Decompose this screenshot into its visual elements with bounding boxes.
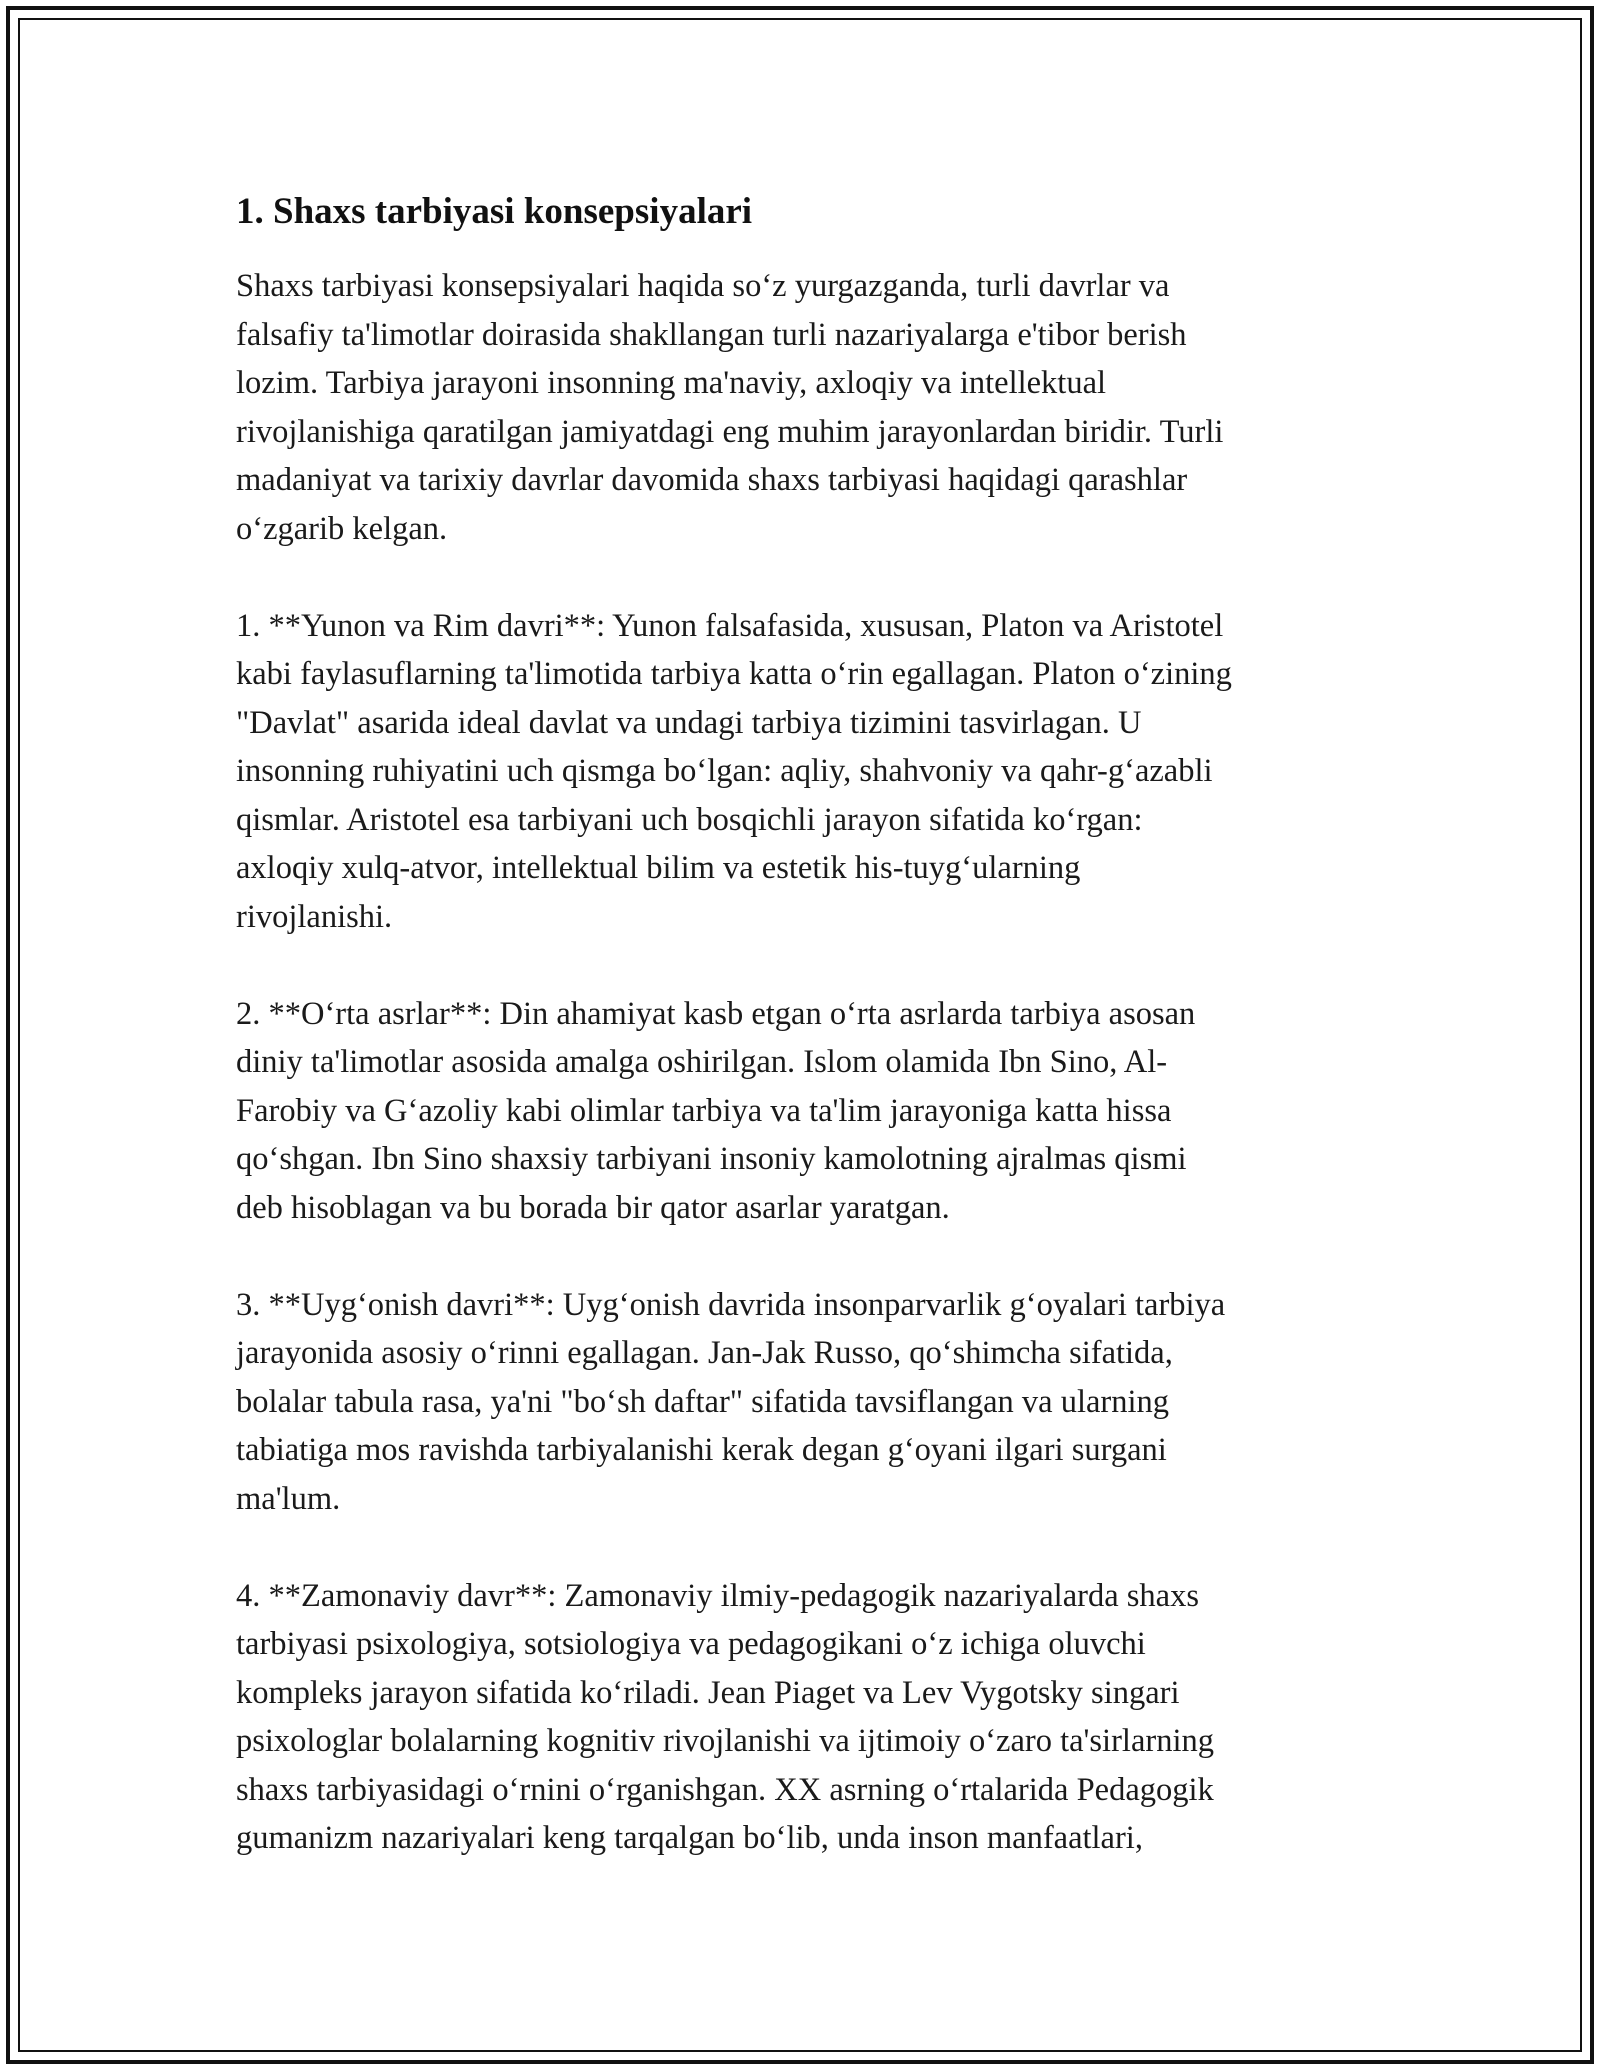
- intro-paragraph: [236, 262, 1376, 553]
- paragraph-line: lozim. Tarbiya jarayoni insonning ma'naviy, axloqiy va intellektual: [236, 365, 1107, 401]
- paragraph-line: ma'lum.: [236, 1480, 341, 1517]
- paragraph-line: psixologlar bolalarning kognitiv rivojlanishi va ijtimoiy o‘zaro ta'sirlarning: [236, 1723, 1214, 1759]
- paragraph-line: shaxs tarbiyasidagi o‘rnini o‘rganishgan. XX asrning o‘rtalarida Pedagogik: [236, 1771, 1214, 1808]
- paragraph-line: insonning ruhiyatini uch qismga bo‘lgan: aqliy, shahvoniy va qahr-g‘azabli: [236, 753, 1213, 789]
- paragraph-line: rivojlanishi.: [236, 898, 393, 935]
- paragraph-line: o‘zgarib kelgan.: [236, 510, 448, 547]
- paragraph-line: "Davlat" asarida ideal davlat va undagi tarbiya tizimini tasvirlagan. U: [236, 704, 1142, 741]
- paragraph-line: qo‘shgan. Ibn Sino shaxsiy tarbiyani insoniy kamolotning ajralmas qismi: [236, 1141, 1187, 1177]
- section-greek-roman: [236, 602, 1376, 942]
- section-modern: [236, 1572, 1376, 1863]
- paragraph-line: tarbiyasi psixologiya, sotsiologiya va pedagogikani o‘z ichiga oluvchi: [236, 1626, 1146, 1662]
- paragraph-line: tabiatiga mos ravishda tarbiyalanishi kerak degan g‘oyani ilgari surgani: [236, 1432, 1167, 1468]
- paragraph-line: 4. **Zamonaviy davr**: Zamonaviy ilmiy-pedagogik nazariyalarda shaxs: [236, 1577, 1199, 1614]
- document-body: [236, 188, 1376, 1911]
- paragraph-line: qismlar. Aristotel esa tarbiyani uch bosqichli jarayon sifatida ko‘rgan:: [236, 801, 1143, 838]
- section-renaissance: [236, 1281, 1376, 1524]
- paragraph-line: jarayonida asosiy o‘rinni egallagan. Jan-Jak Russo, qo‘shimcha sifatida,: [236, 1335, 1173, 1371]
- paragraph-line: axloqiy xulq-atvor, intellektual bilim va estetik his-tuyg‘ularning: [236, 850, 1081, 886]
- document-title: 1. Shaxs tarbiyasi konsepsiyalari: [236, 191, 753, 232]
- paragraph-line: Shaxs tarbiyasi konsepsiyalari haqida so‘z yurgazganda, turli davrlar va: [236, 268, 1170, 304]
- paragraph-line: bolalar tabula rasa, ya'ni "bo‘sh daftar" sifatida tavsiflangan va ularning: [236, 1383, 1170, 1420]
- paragraph-line: deb hisoblagan va bu borada bir qator asarlar yaratgan.: [236, 1189, 950, 1226]
- paragraph-line: 1. **Yunon va Rim davri**: Yunon falsafasida, xususan, Platon va Aristotel: [236, 607, 1224, 644]
- paragraph-line: 3. **Uyg‘onish davri**: Uyg‘onish davrida insonparvarlik g‘oyalari tarbiya: [236, 1286, 1226, 1323]
- paragraph-line: Farobiy va G‘azoliy kabi olimlar tarbiya va ta'lim jarayoniga katta hissa: [236, 1092, 1172, 1129]
- paragraph-line: madaniyat va tarixiy davrlar davomida shaxs tarbiyasi haqidagi qarashlar: [236, 462, 1188, 498]
- section-middle-ages: [236, 990, 1376, 1233]
- paragraph-line: kabi faylasuflarning ta'limotida tarbiya katta o‘rin egallagan. Platon o‘zining: [236, 656, 1232, 692]
- paragraph-line: kompleks jarayon sifatida ko‘riladi. Jean Piaget va Lev Vygotsky singari: [236, 1674, 1180, 1711]
- paragraph-line: 2. **O‘rta asrlar**: Din ahamiyat kasb etgan o‘rta asrlarda tarbiya asosan: [236, 995, 1196, 1032]
- paragraph-line: gumanizm nazariyalari keng tarqalgan bo‘lib, unda inson manfaatlari,: [236, 1820, 1143, 1856]
- paragraph-line: rivojlanishiga qaratilgan jamiyatdagi eng muhim jarayonlardan biridir. Turli: [236, 413, 1224, 450]
- paragraph-line: diniy ta'limotlar asosida amalga oshirilgan. Islom olamida Ibn Sino, Al-: [236, 1044, 1168, 1080]
- paragraph-line: falsafiy ta'limotlar doirasida shakllangan turli nazariyalarga e'tibor berish: [236, 316, 1187, 353]
